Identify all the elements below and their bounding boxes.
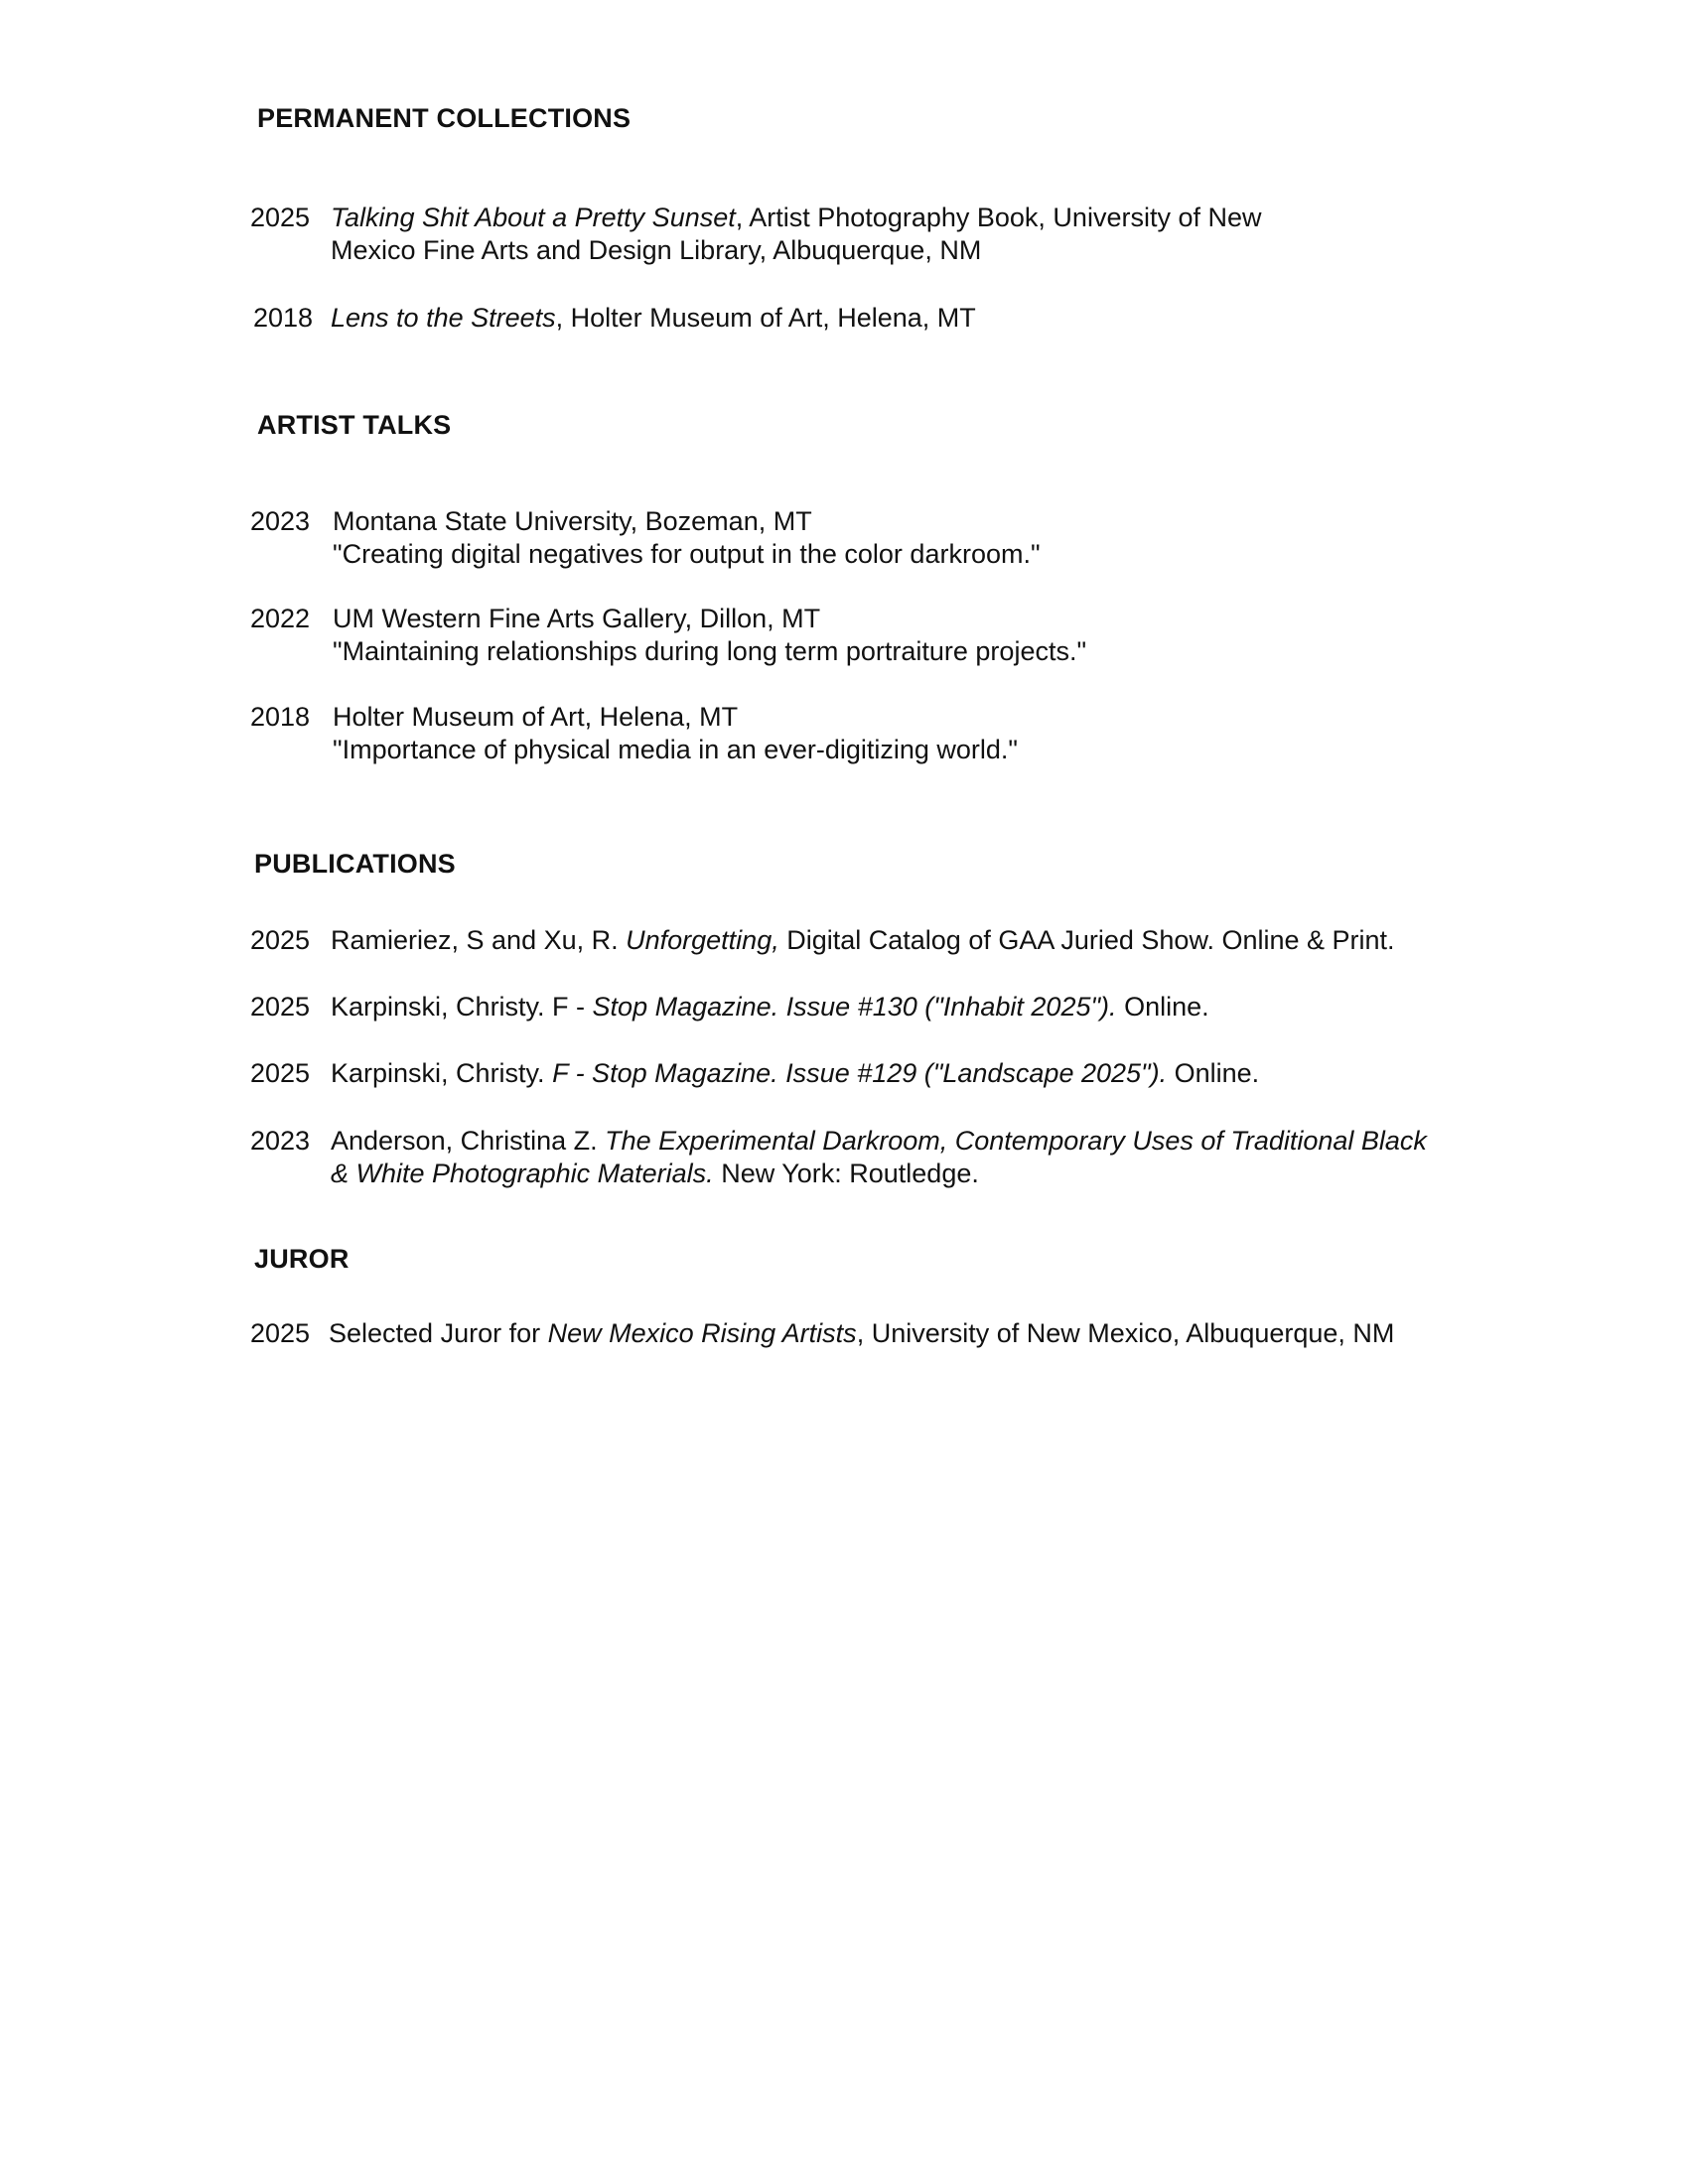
publication-title: Stop Magazine. Issue #130 ("Inhabit 2025"). <box>592 992 1117 1022</box>
entry-text <box>331 924 1522 957</box>
juror-show-title: New Mexico Rising Artists <box>547 1318 857 1348</box>
entry-year: 2023 <box>250 1126 311 1156</box>
entry-title: Talking Shit About a Pretty Sunset <box>331 203 736 232</box>
talk-venue: Montana State University, Bozeman, MT <box>333 506 812 536</box>
entry-year: 2025 <box>250 1318 311 1348</box>
entry-detail: , Holter Museum of Art, Helena, MT <box>555 303 976 333</box>
publication-detail: Online. <box>1167 1058 1260 1088</box>
entry-title: Lens to the Streets <box>331 303 556 333</box>
publication-detail: New York: Routledge. <box>713 1159 979 1188</box>
section-heading-publications: PUBLICATIONS <box>254 849 456 879</box>
talk-venue: UM Western Fine Arts Gallery, Dillon, MT <box>333 604 821 633</box>
publication-detail: Online. <box>1116 992 1209 1022</box>
entry-year: 2023 <box>250 506 311 536</box>
entry-text <box>333 505 1524 571</box>
entry-text <box>331 1057 1522 1090</box>
publication-authors: Karpinski, Christy. <box>331 1058 553 1088</box>
talk-title: "Maintaining relationships during long term portraiture projects." <box>333 636 1087 666</box>
entry-detail: Mexico Fine Arts and Design Library, Albuquerque, NM <box>331 235 982 265</box>
publication-detail: Digital Catalog of GAA Juried Show. Online & Print. <box>778 925 1395 955</box>
publication-title: The Experimental Darkroom, Contemporary Uses of Traditional Black <box>605 1126 1427 1156</box>
entry-year: 2025 <box>250 203 311 232</box>
publication-authors: Ramieriez, S and Xu, R. <box>331 925 627 955</box>
publication-title: F - Stop Magazine. Issue #129 ("Landscape 2025"). <box>552 1058 1168 1088</box>
talk-venue: Holter Museum of Art, Helena, MT <box>333 702 739 732</box>
publication-authors: Karpinski, Christy. F - <box>331 992 593 1022</box>
entry-text <box>333 701 1524 766</box>
section-heading-artist-talks: ARTIST TALKS <box>257 410 452 440</box>
entry-text <box>331 1125 1522 1190</box>
entry-year: 2025 <box>250 925 311 955</box>
section-heading-juror: JUROR <box>254 1244 350 1274</box>
entry-text <box>333 603 1524 668</box>
juror-role: Selected Juror for <box>329 1318 548 1348</box>
entry-text <box>331 991 1522 1024</box>
entry-year: 2022 <box>250 604 311 633</box>
entry-detail: , Artist Photography Book, University of New <box>735 203 1262 232</box>
talk-title: "Importance of physical media in an ever-digitizing world." <box>333 735 1018 764</box>
entry-year: 2025 <box>250 992 311 1022</box>
publication-title: Unforgetting, <box>626 925 779 955</box>
entry-text <box>331 302 1522 335</box>
entry-year: 2018 <box>250 702 311 732</box>
entry-text <box>329 1317 1520 1350</box>
publication-title: & White Photographic Materials. <box>331 1159 714 1188</box>
section-heading-permanent-collections: PERMANENT COLLECTIONS <box>257 103 632 133</box>
entry-year: 2025 <box>250 1058 311 1088</box>
entry-year: 2018 <box>253 303 314 333</box>
publication-authors: Anderson, Christina Z. <box>331 1126 606 1156</box>
entry-text <box>331 202 1522 267</box>
talk-title: "Creating digital negatives for output in the color darkroom." <box>333 539 1041 569</box>
juror-detail: , University of New Mexico, Albuquerque, NM <box>856 1318 1395 1348</box>
